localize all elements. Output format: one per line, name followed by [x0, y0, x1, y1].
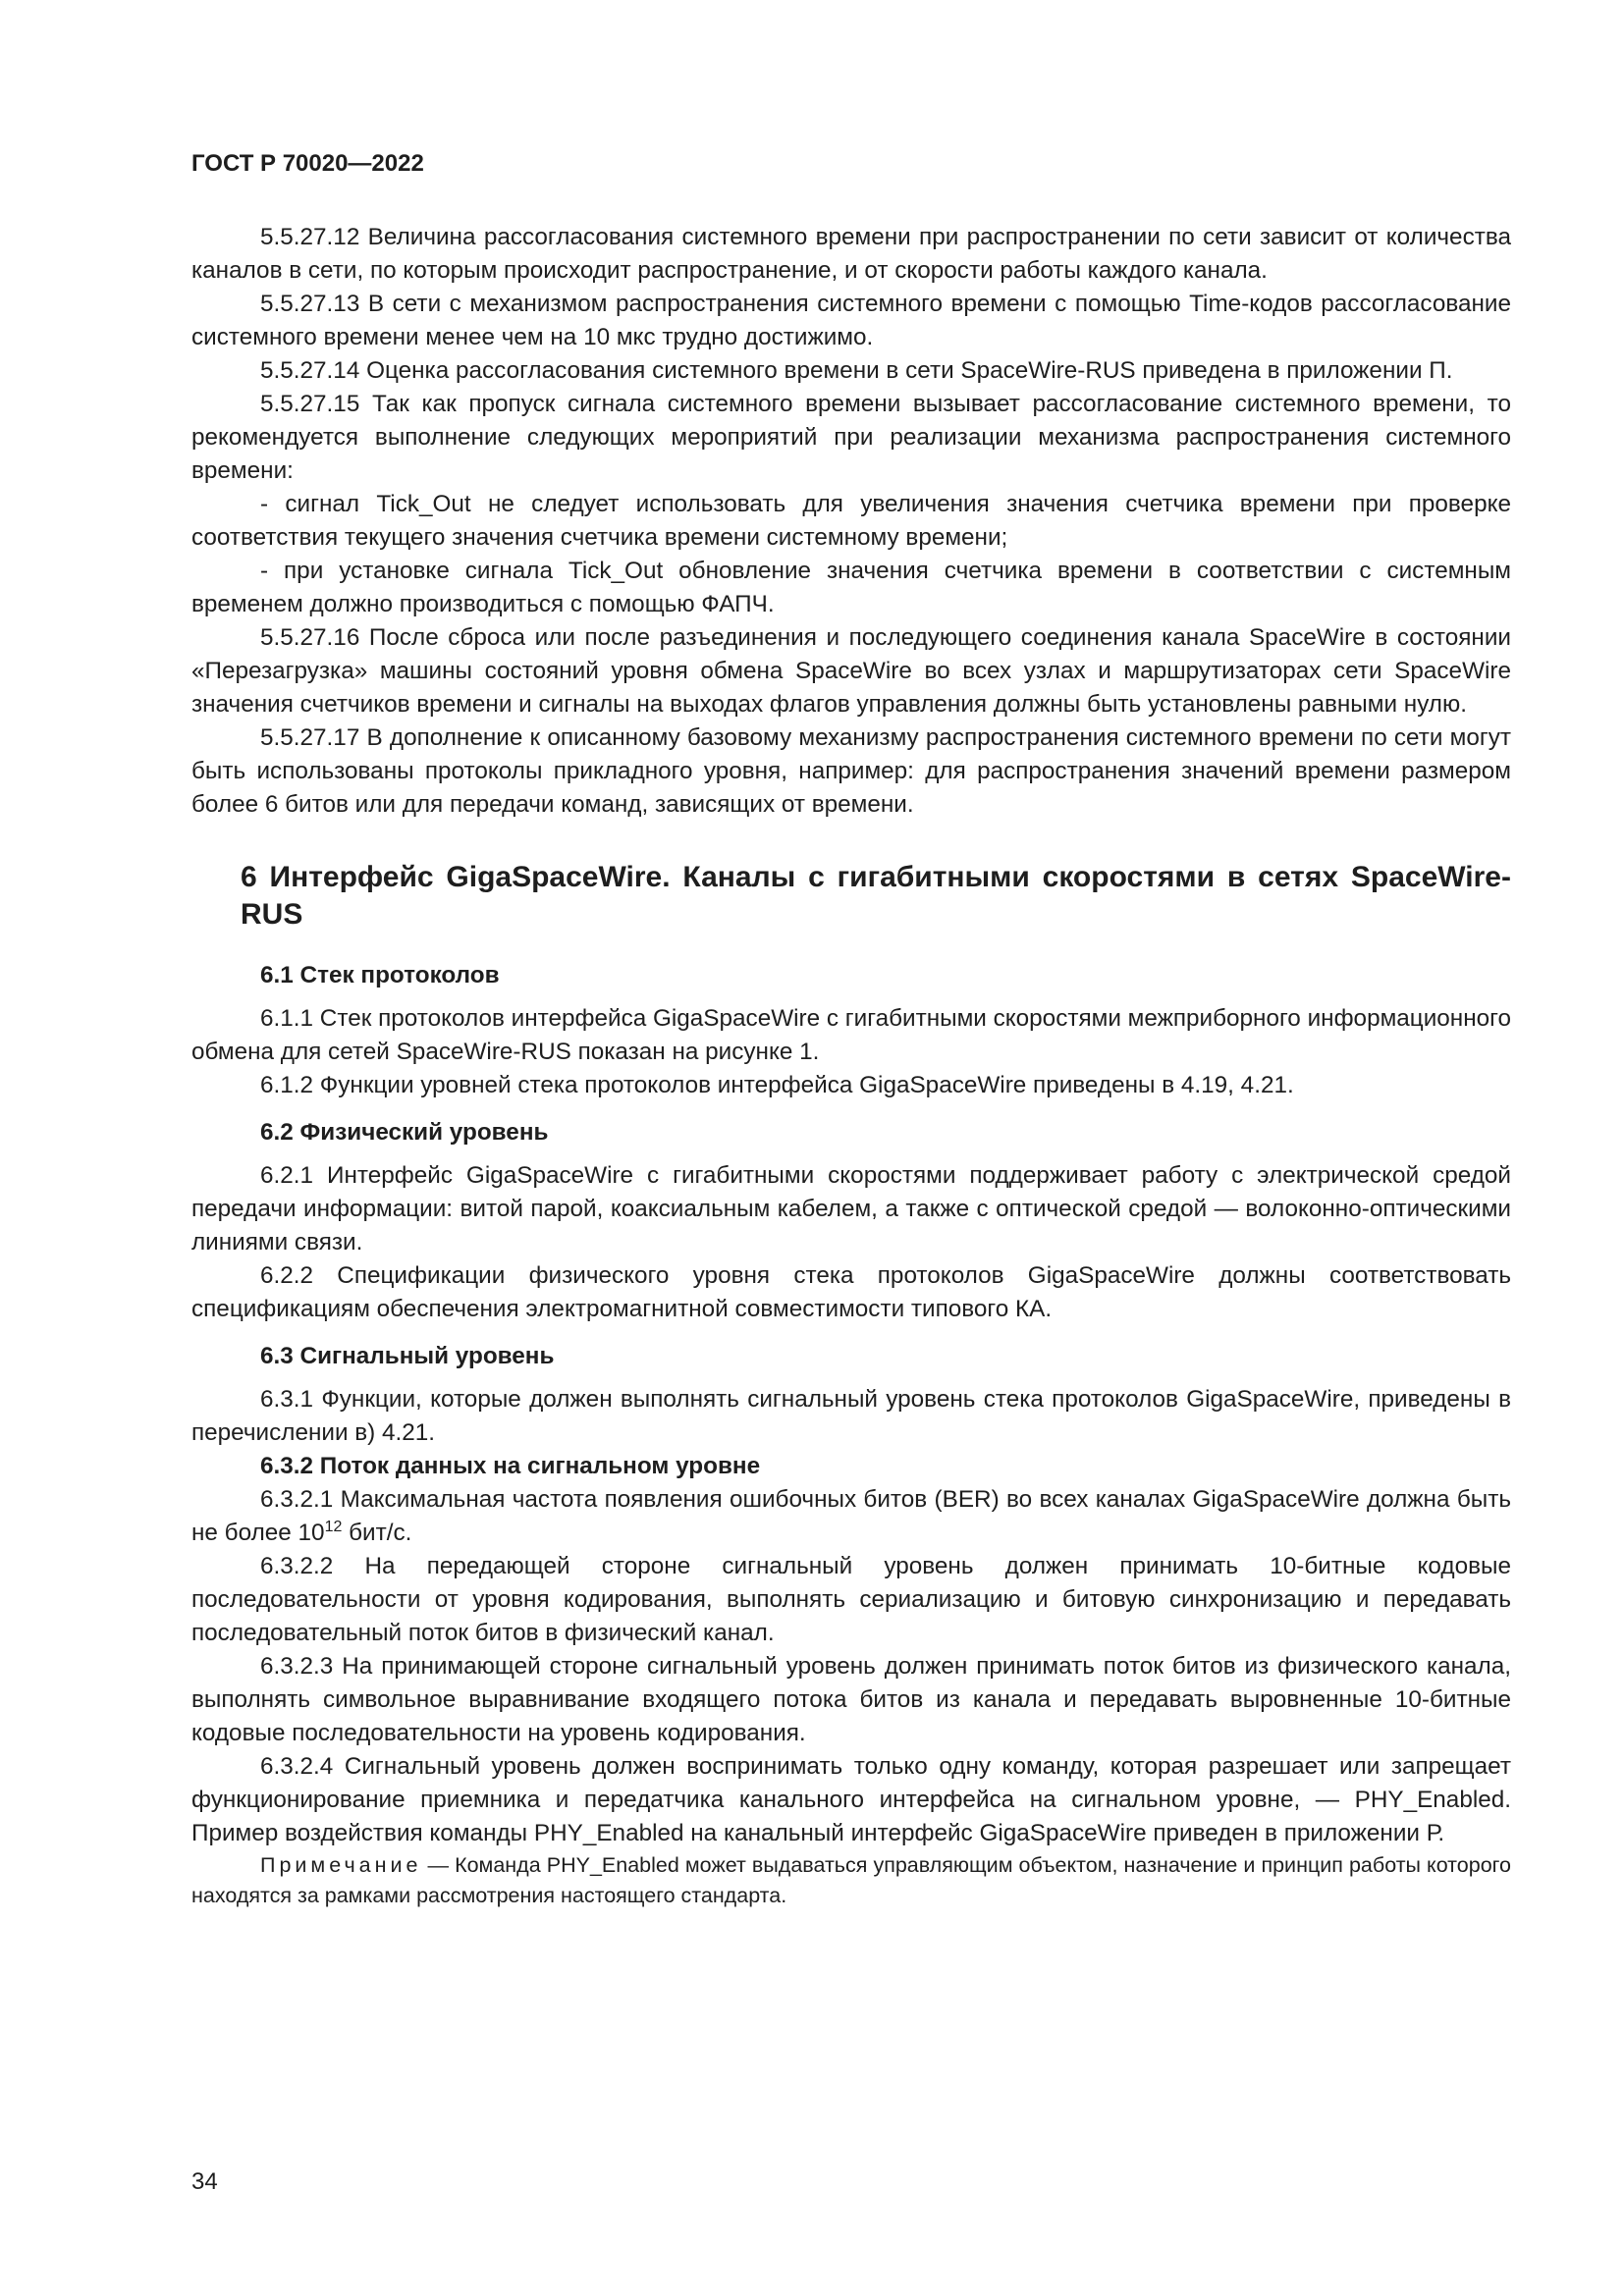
paragraph-6-2-1: 6.2.1 Интерфейс GigaSpaceWire с гигабитными скоростями поддерживает работу с электрической средой передачи информации: витой парой, коаксиальным кабелем, а также с оптической средой — волоконно-оптическими линиями связи. [191, 1162, 1511, 1255]
subsection-6-3-heading: 6.3 Сигнальный уровень [260, 1343, 555, 1369]
section-6-heading: 6 Интерфейс GigaSpaceWire. Каналы с гигабитными скоростями в сетях SpaceWire-RUS [241, 861, 1511, 931]
document-body [191, 221, 1511, 1911]
page-number: 34 [191, 2168, 218, 2195]
paragraph-6-1-2: 6.1.2 Функции уровней стека протоколов интерфейса GigaSpaceWire приведены в 4.19, 4.21. [260, 1072, 1294, 1098]
note-label: Примечание [260, 1853, 422, 1877]
paragraph-5-5-27-15: 5.5.27.15 Так как пропуск сигнала системного времени вызывает рассогласование системного времени, то рекомендуется выполнение следующих мероприятий при реализации механизма распространения системного времени: [191, 391, 1511, 484]
paragraph-6-2-2: 6.2.2 Спецификации физического уровня стека протоколов GigaSpaceWire должны соответствовать спецификациям обеспечения электромагнитной совместимости типового КА. [191, 1262, 1511, 1322]
note [191, 1850, 1511, 1911]
paragraph-6-3-2-3: 6.3.2.3 На принимающей стороне сигнальный уровень должен принимать поток битов из физического канала, выполнять символьное выравнивание входящего потока битов из канала и передавать выровненные 10-битные кодовые последовательности на уровень кодирования. [191, 1653, 1511, 1746]
paragraph-6-3-2-1-unit: бит/с. [342, 1520, 412, 1546]
list-item-tick-out-1: - сигнал Tick_Out не следует использовать для увеличения значения счетчика времени при проверке соответствия текущего значения счетчика времени системному времени; [191, 491, 1511, 551]
page-header-standard: ГОСТ Р 70020—2022 [191, 150, 424, 177]
paragraph-5-5-27-12: 5.5.27.12 Величина рассогласования системного времени при распространении по сети зависит от количества каналов в сети, по которым происходит распространение, и от скорости работы каждого канала. [191, 224, 1511, 284]
paragraph-5-5-27-17: 5.5.27.17 В дополнение к описанному базовому механизму распространения системного времени по сети могут быть использованы протоколы прикладного уровня, например: для распространения значений времени размером более 6 битов или для передачи команд, зависящих от времени. [191, 724, 1511, 818]
paragraph-6-3-2-2: 6.3.2.2 На передающей стороне сигнальный уровень должен принимать 10-битные кодовые последовательности от уровня кодирования, выполнять сериализацию и битовую синхронизацию и передавать последовательный поток битов в физический канал. [191, 1553, 1511, 1646]
paragraph-5-5-27-16: 5.5.27.16 После сброса или после разъединения и последующего соединения канала SpaceWire в состоянии «Перезагрузка» машины состояний уровня обмена SpaceWire во всех узлах и маршрутизаторах сети SpaceWire значения счетчиков времени и сигналы на выходах флагов управления должны быть установлены равными нулю. [191, 624, 1511, 718]
ber-exponent: 12 [324, 1519, 343, 1535]
paragraph-6-3-2-4: 6.3.2.4 Сигнальный уровень должен воспринимать только одну команду, которая разрешает или запрещает функционирование приемника и передатчика канального интерфейса на сигнальном уровне, — PHY_Enabled. Пример воздействия команды PHY_Enabled на канальный интерфейс GigaSpaceWire приведен в приложении Р. [191, 1753, 1511, 1846]
subsection-6-2-heading: 6.2 Физический уровень [260, 1119, 549, 1146]
paragraph-6-1-1: 6.1.1 Стек протоколов интерфейса GigaSpaceWire с гигабитными скоростями межприборного информационного обмена для сетей SpaceWire-RUS показан на рисунке 1. [191, 1005, 1511, 1065]
paragraph-6-3-1: 6.3.1 Функции, которые должен выполнять сигнальный уровень стека протоколов GigaSpaceWire, приведены в перечислении в) 4.21. [191, 1386, 1511, 1446]
subsection-6-1-heading: 6.1 Стек протоколов [260, 962, 500, 988]
note-text: — Команда PHY_Enabled может выдаваться управляющим объектом, назначение и принцип работы которого находятся за рамками рассмотрения настоящего стандарта. [191, 1853, 1511, 1907]
list-item-tick-out-2: - при установке сигнала Tick_Out обновление значения счетчика времени в соответствии с системным временем должно производиться с помощью ФАПЧ. [191, 558, 1511, 617]
paragraph-6-3-2-1 [191, 1483, 1511, 1550]
paragraph-5-5-27-14: 5.5.27.14 Оценка рассогласования системного времени в сети SpaceWire-RUS приведена в приложении П. [260, 357, 1453, 384]
paragraph-5-5-27-13: 5.5.27.13 В сети с механизмом распространения системного времени с помощью Time-кодов рассогласование системного времени менее чем на 10 мкс трудно достижимо. [191, 291, 1511, 350]
subsection-6-3-2-heading: 6.3.2 Поток данных на сигнальном уровне [260, 1453, 761, 1479]
paragraph-6-3-2-1-text: 6.3.2.1 Максимальная частота появления ошибочных битов (BER) во всех каналах GigaSpaceWire должна быть не более 10 [191, 1486, 1511, 1546]
